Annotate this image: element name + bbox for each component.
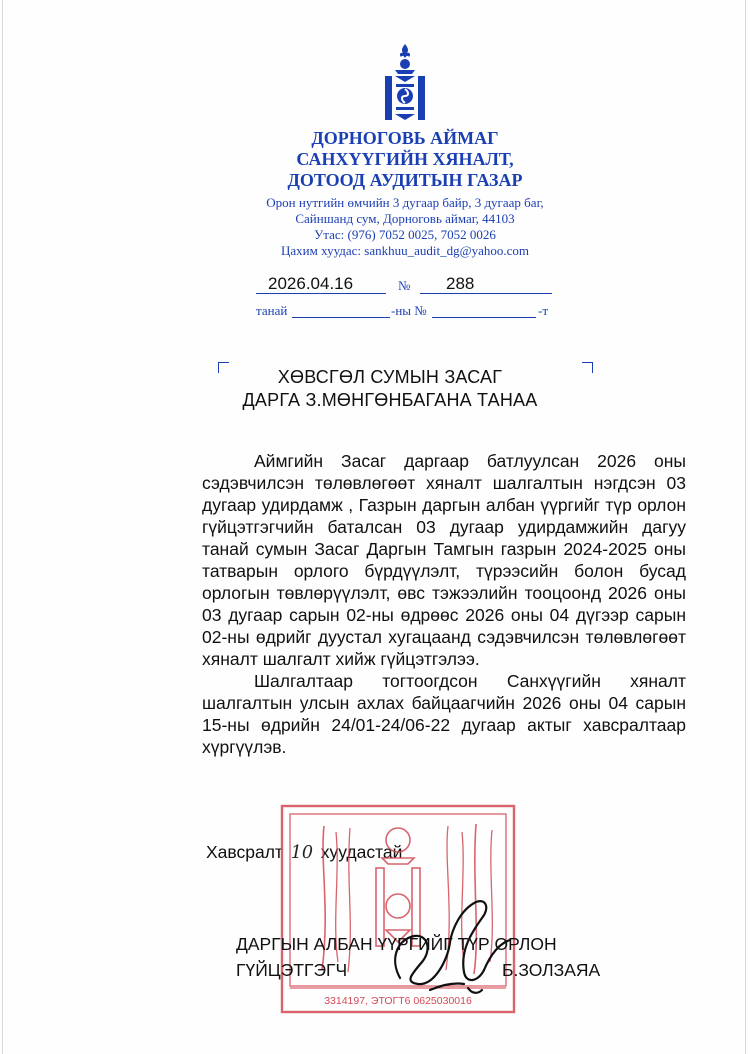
addressee-line1: ХӨВСГӨЛ СУМЫН ЗАСАГ xyxy=(277,367,503,387)
signatory-name: Б.ЗОЛЗАЯА xyxy=(502,960,601,980)
org-name-line2: САНХҮҮГИЙН ХЯНАЛТ, xyxy=(296,149,514,169)
reply-date-rule xyxy=(292,317,390,318)
reply-mid: -ны № xyxy=(391,303,427,318)
attachment-unit: хуудастай xyxy=(320,842,403,862)
scan-edge-right xyxy=(745,0,746,1054)
handwritten-signature xyxy=(360,890,520,1000)
number-rule xyxy=(420,293,552,294)
address-line2: Сайншанд сум, Дорноговь аймаг, 44103 xyxy=(295,211,515,226)
reply-suffix: -т xyxy=(538,303,549,318)
body-paragraph-1: Аймгийн Засаг даргаар батлуулсан 2026 оны сэдэвчилсэн төлөвлөгөөт хяналт шалгалтын нэгдсэн 03 дугаар удирдамж , Газрын даргын албан үүргийг түр орлон гүйцэтгэгчийн баталсан 03 дугаар удирдамжийн дагуу танай сумын Засаг Даргын Тамгын газрын 2024-2025 оны татварын орлого бүрдүүлэлт, түрээсийн болон бусад орлогын төвлөрүүлэлт, өвс тэжээлийн тооцоонд 2026 оны 03 дугаар сарын 02-ны өдрөөс 2026 оны 04 дүгээр сарын 02-ны өдрийг дуустал хугацаанд сэдэвчилсэн төлөвлөгөөт хяналт шалгалт хийж гүйцэтгэлээ. xyxy=(202,451,686,669)
signatory-title-line1: ДАРГЫН АЛБАН ҮҮРГИЙГ ТҮР ОРЛОН xyxy=(236,934,557,954)
letter-date: 2026.04.16 xyxy=(268,274,354,293)
signatory-title-line2: ГҮЙЦЭТГЭГЧ xyxy=(236,960,348,980)
phone-line: Утас: (976) 7052 0025, 7052 0026 xyxy=(314,227,496,242)
addressee-line2: ДАРГА З.МӨНГӨНБАГАНА ТАНАА xyxy=(242,390,538,410)
org-name-line3: ДОТООД АУДИТЫН ГАЗАР xyxy=(287,170,523,190)
reply-number-rule xyxy=(432,317,536,318)
soyombo-emblem-icon xyxy=(385,44,425,122)
reply-prefix: танай xyxy=(256,303,288,318)
attachment-label: Хавсралт xyxy=(206,842,283,862)
letter-number: 288 xyxy=(446,274,475,293)
date-rule xyxy=(256,293,386,294)
scan-edge-left xyxy=(2,0,3,1054)
body-paragraph-2: Шалгалтаар тогтоогдсон Санхүүгийн хяналт шалгалтын улсын ахлах байцаагчийн 2026 оны 04 сарын 15-ны өдрийн 24/01-24/06-22 дугаар актыг хавсралтаар хүргүүлэв. xyxy=(202,671,686,757)
stamp-registry-number: 3314197, ЭТОГТ6 0625030016 xyxy=(324,995,472,1007)
org-name-line1: ДОРНОГОВЬ АЙМАГ xyxy=(311,128,499,148)
attachment-page-count: 10 xyxy=(290,843,313,863)
address-line1: Орон нутгийн өмчийн 3 дугаар байр, 3 дугаар баг, xyxy=(266,195,544,210)
number-label: № xyxy=(398,278,411,293)
email-line: Цахим хуудас: sankhuu_audit_dg@yahoo.com xyxy=(281,243,529,258)
letter-body xyxy=(202,450,686,758)
